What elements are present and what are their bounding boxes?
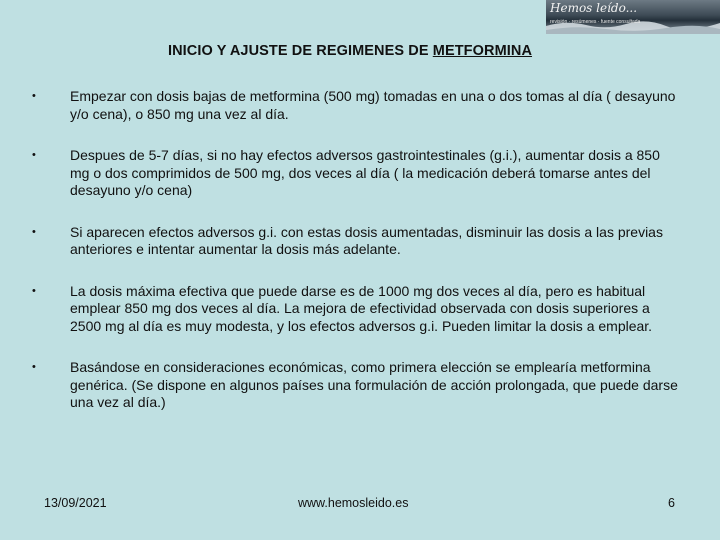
bullet-icon: • xyxy=(32,90,36,102)
logo-title: Hemos leído... xyxy=(550,1,638,15)
logo-banner xyxy=(546,0,720,34)
title-text: INICIO Y AJUSTE DE REGIMENES DE xyxy=(167,43,433,59)
bullet-icon: • xyxy=(32,361,36,373)
list-item xyxy=(28,88,678,123)
bullet-icon: • xyxy=(32,149,36,161)
bullet-icon: • xyxy=(32,225,36,238)
page-number: 6 xyxy=(668,496,675,510)
list-item-text: Empezar con dosis bajas de metformina (500 mg) tomadas en una o dos tomas al día ( desayuno y/o cena), o 850 mg una vez al día. xyxy=(70,88,676,122)
footer-url: www.hemosleido.es xyxy=(298,496,409,510)
bullet-list xyxy=(28,88,678,412)
title-underlined: METFORMINA xyxy=(432,43,533,59)
bullet-icon: • xyxy=(32,284,36,297)
list-item xyxy=(28,147,678,200)
page-title xyxy=(0,43,700,59)
list-item-text: La dosis máxima efectiva que puede darse es de 1000 mg dos veces al día, pero es habitual emplear 850 mg dos veces al día. La mejora de efectividad observada con dosis superiores a 2500 mg al día es muy modesta, y los efectos adversos g.i. Pueden limitar la dosis a emplear. xyxy=(70,282,653,334)
list-item xyxy=(28,283,678,336)
list-item-text: Despues de 5-7 días, si no hay efectos adversos gastrointestinales (g.i.), aumentar dosis a 850 mg o dos comprimidos de 500 mg, dos veces al día ( la medicación deberá tomarse antes del desayuno y/o cena) xyxy=(70,147,660,198)
list-item-text: Basándose en consideraciones económicas, como primera elección se emplearía metformina genérica. (Se dispone en algunos países una formulación de acción prolongada, que puede darse una vez al día.) xyxy=(70,359,678,410)
list-item xyxy=(28,359,678,412)
list-item-text: Si aparecen efectos adversos g.i. con estas dosis aumentadas, disminuir las dosis a las previas anteriores e intentar aumentar la dosis más adelante. xyxy=(70,223,663,257)
footer-date: 13/09/2021 xyxy=(44,496,107,510)
logo-subtitle: revisión · resúmenes · fuente consultada xyxy=(550,19,641,25)
list-item xyxy=(28,224,678,259)
